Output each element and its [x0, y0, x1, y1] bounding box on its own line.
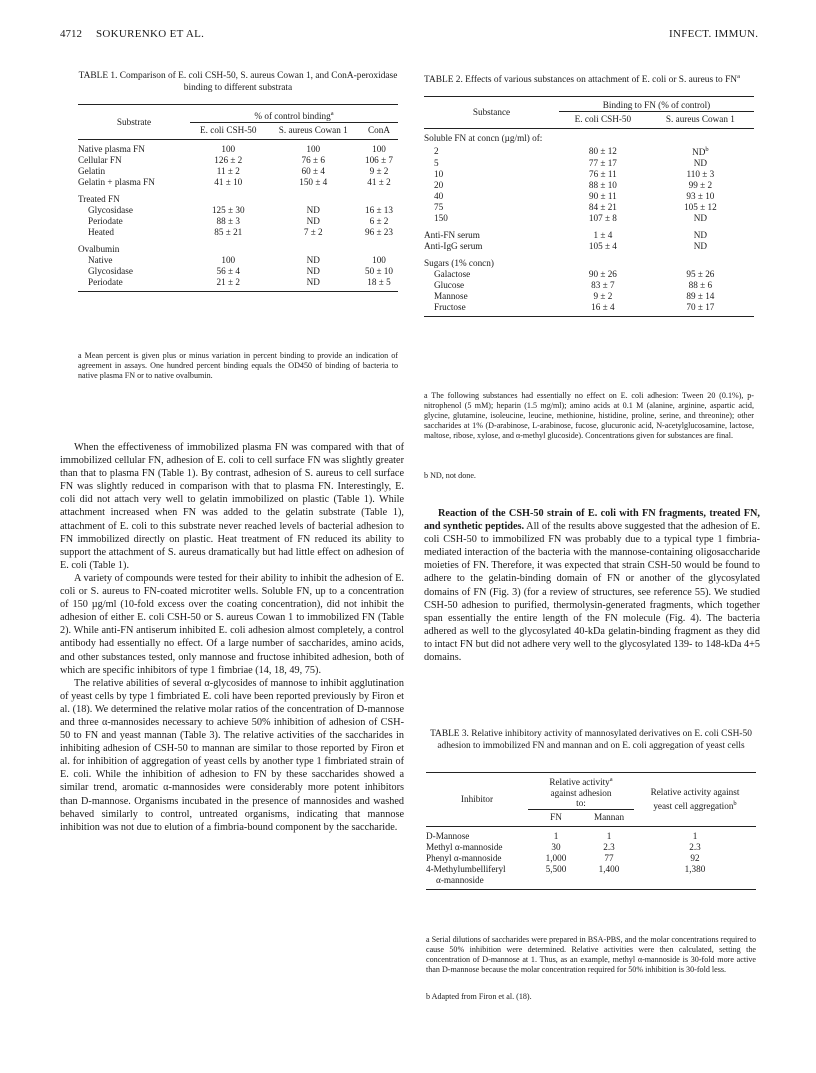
cell-b: 89 ± 14 — [686, 291, 715, 302]
cell-a: 11 ± 2 — [216, 166, 240, 177]
table-row — [424, 241, 754, 252]
row-label: Soluble FN at concn (µg/ml) of: — [424, 133, 543, 143]
table-row — [424, 180, 754, 191]
cell-a: 41 ± 10 — [214, 177, 243, 188]
table2 — [424, 96, 754, 317]
row-label: Treated FN — [78, 194, 120, 205]
row-label: 10 — [434, 169, 444, 180]
cell-a: 100 — [221, 255, 236, 266]
cell-a: 90 ± 11 — [589, 191, 617, 202]
table-row — [78, 140, 398, 156]
cell-b: ND — [306, 205, 320, 216]
cell-b: 60 ± 4 — [301, 166, 325, 177]
table-row — [424, 144, 754, 158]
table-row — [78, 216, 398, 227]
left-column-text — [60, 441, 404, 834]
row-label: Sugars (1% concn) — [424, 258, 494, 269]
row-label: Periodate — [88, 277, 123, 288]
cell-b: ND — [306, 216, 320, 227]
row-label: Anti-FN serum — [424, 230, 480, 241]
table2-col-a: E. coli CSH-50 — [574, 114, 632, 124]
row-label: Anti-IgG serum — [424, 241, 483, 252]
table-row — [78, 205, 398, 216]
cell-fn: 1,000 — [545, 852, 567, 863]
table-row — [424, 280, 754, 291]
page-number: 4712 — [60, 28, 82, 40]
cell-b — [267, 244, 360, 255]
row-label: Phenyl α-mannoside — [426, 852, 502, 863]
cell-a: 126 ± 2 — [214, 155, 243, 166]
row-label: Periodate — [88, 216, 123, 227]
table-row — [78, 227, 398, 238]
table-row — [78, 277, 398, 292]
row-label: Gelatin + plasma FN — [78, 177, 155, 188]
cell-a — [190, 244, 267, 255]
table3-footnote-a: a Serial dilutions of saccharides were prepared in BSA-PBS, and the molar concentrations required to cause 50% inhibition were determined. Relative activities were then calculated, setting the concentration of D-mannose at 1. Thus, as an example, methyl α-mannoside is 30-fold more active than D-mannose because the molar concentration required for 50% inhibition is 30-fold less. — [426, 935, 756, 974]
cell-fn: 30 — [551, 841, 561, 852]
row-label: 40 — [434, 191, 444, 202]
cell-b: ND — [306, 266, 320, 277]
table2-col-substance: Substance — [472, 107, 511, 117]
cell-mannan: 77 — [604, 852, 614, 863]
cell-b: 99 ± 2 — [688, 180, 713, 191]
right-paragraph-1: Reaction of the CSH-50 strain of E. coli with FN fragments, treated FN, and synthetic peptides. All of the results above suggested that the adhesion of E. coli CSH-50 to immobilized FN was probably due to a typical type 1 fimbria-mediated interaction of the bacteria with the mannose-containing oligosaccharide moieties of FN. Therefore, it was expected that strain CSH-50 would be found to adhere to the gelatin-binding domain of FN or another of the glycosylated domains of FN (Fig. 3) (for a review of structures, see reference 55). We studied CSH-50 adhesion to purified, thermolysin-generated fragments, which together span essentially the entire length of the FN molecule (Fig. 4). The bacteria adhered as well to the glycosylated 40-kDa gelatin-binding fragment as they did to intact FN but did not adhere very well to the glycosylated 139- to 148-kDa 4+5 domains. — [424, 508, 761, 664]
table3-col-mannan: Mannan — [593, 811, 625, 822]
cell-b — [267, 194, 360, 205]
cell-a: 56 ± 4 — [216, 266, 240, 277]
table3 — [426, 772, 756, 890]
table1-title: TABLE 1. Comparison of E. coli CSH-50, S. aureus Cowan 1, and ConA-peroxidase binding to different substrata — [78, 71, 398, 93]
cell-b: 150 ± 4 — [299, 177, 328, 188]
right-column-text — [424, 507, 760, 664]
cell-mannan: 2.3 — [603, 841, 615, 852]
row-label: Glucose — [434, 280, 465, 291]
left-paragraph-2: A variety of compounds were tested for their ability to inhibit the adhesion of E. coli or S. aureus to FN-coated microtiter wells. Soluble FN, up to a concentration of 150 µg/ml (10-fold excess over the coating concentration), did not inhibit the adhesion of either E. coli CSH-50 or S. aureus Cowan 1 to immobilized FN (Table 2). While anti-FN antiserum inhibited E. coli adhesion almost completely, a control antibody had essentially no effect. Of a large number of saccharides, amino acids, and other substances tested, only mannose and fructose inhibited adhesion, both of which are specific inhibitors of type 1 fimbriae (14, 18, 49, 75). — [60, 572, 404, 676]
table1-col-substrate: Substrate — [116, 116, 152, 127]
table1-col-c: ConA — [368, 125, 390, 136]
cell-a: 84 ± 21 — [588, 202, 617, 213]
row-label: 75 — [434, 202, 444, 213]
cell-c: 100 — [372, 255, 386, 266]
cell-a: 9 ± 2 — [593, 291, 613, 302]
row-label: Methyl α-mannoside — [426, 841, 503, 852]
cell-yeast: 1 — [692, 830, 698, 841]
cell-b: 110 ± 3 — [686, 169, 715, 180]
table-row — [78, 255, 398, 266]
table1 — [78, 104, 398, 292]
cell-a: 107 ± 8 — [588, 213, 617, 224]
cell-b: 7 ± 2 — [303, 227, 323, 238]
cell-c: 100 — [372, 144, 386, 155]
cell-a: 125 ± 30 — [211, 205, 245, 216]
left-paragraph-3: The relative abilities of several α-glycosides of mannose to inhibit agglutination of yeast cells by type 1 fimbriated E. coli have been reported previously by Firon et al. (18). We determined the relative molar ratios of the concentration of D-mannose and three α-mannosides necessary to achieve 50% inhibition of adhesion of CSH-50 to FN and yeast mannan (Table 3). The relative activities of the saccharides in inhibiting adhesion of CSH-50 to mannan are similar to those reported by Firon et al. for inhibition of aggregation of yeast cells by another type 1 fimbriated strain of E. coli. While the inhibition of adhesion to FN by these saccharides showed a similar trend, aromatic α-mannosides were considerably more potent inhibitors than D-mannose. Organisms incubated in the presence of mannosides and washed behaved similarly to control, untreated organisms, indicating that mannose inhibition was not due to elution of a fimbria-bound component by the saccharide. — [60, 677, 404, 833]
table-row — [424, 258, 754, 269]
table-row — [424, 230, 754, 241]
cell-b: ND — [306, 277, 320, 288]
cell-a: 21 ± 2 — [216, 277, 240, 288]
row-label: 20 — [434, 180, 444, 191]
table-row — [424, 269, 754, 280]
row-label: Ovalbumin — [78, 244, 120, 255]
running-authors: SOKURENKO ET AL. — [96, 28, 205, 40]
table3-title: TABLE 3. Relative inhibitory activity of mannosylated derivatives on E. coli CSH-50 adhesion to immobilized FN and mannan and on E. coli aggregation of yeast cells — [430, 729, 752, 751]
row-label: Native plasma FN — [78, 144, 145, 155]
cell-c: 41 ± 2 — [367, 177, 391, 188]
row-label: 5 — [434, 158, 439, 169]
table-row — [78, 166, 398, 177]
table-row — [78, 266, 398, 277]
cell-b: 100 — [306, 144, 321, 155]
cell-b: ND — [306, 255, 320, 266]
table-row — [426, 864, 756, 890]
cell-b: 88 ± 6 — [688, 280, 713, 291]
cell-c: 16 ± 13 — [364, 205, 393, 216]
cell-b: ND — [693, 213, 708, 224]
cell-b — [647, 258, 754, 269]
table-row — [78, 155, 398, 166]
table-row — [78, 244, 398, 255]
cell-c: 50 ± 10 — [364, 266, 393, 277]
table2-footnote-b: b ND, not done. — [424, 471, 476, 480]
table-row — [424, 129, 754, 145]
cell-a: 85 ± 21 — [214, 227, 243, 238]
cell-b: 95 ± 26 — [686, 269, 715, 280]
cell-a: 90 ± 26 — [588, 269, 617, 280]
cell-a: 105 ± 4 — [588, 241, 617, 252]
cell-b: 105 ± 12 — [684, 202, 717, 213]
table1-col-group: % of control binding$^a$ — [190, 105, 398, 123]
cell-c — [360, 244, 398, 255]
cell-a — [559, 129, 647, 145]
table-row — [424, 302, 754, 317]
cell-a — [190, 194, 267, 205]
row-label: D-Mannose — [426, 830, 470, 841]
row-label: 4-Methylumbelliferyl α-mannoside — [426, 863, 506, 885]
cell-a: 88 ± 10 — [588, 180, 617, 191]
table-row — [424, 169, 754, 180]
table3-col-fn: FN — [550, 811, 562, 822]
cell-a: 88 ± 3 — [216, 216, 240, 227]
cell-yeast: 1,380 — [684, 863, 706, 874]
cell-a: 76 ± 11 — [589, 169, 617, 180]
row-label: Heated — [88, 227, 115, 238]
row-label: Native — [88, 255, 113, 266]
cell-a: 83 ± 7 — [591, 280, 615, 291]
table-row — [424, 213, 754, 224]
table-row — [424, 191, 754, 202]
cell-a: 16 ± 4 — [591, 302, 615, 313]
row-label: Cellular FN — [78, 155, 122, 166]
row-label: 2 — [434, 145, 439, 156]
cell-b — [647, 129, 754, 145]
table3-col-group: Relative activity$^a$ against adhesion to: — [528, 773, 634, 810]
cell-c — [360, 194, 398, 205]
cell-fn: 1 — [553, 830, 559, 841]
cell-c: 106 ± 7 — [364, 155, 393, 166]
cell-b: $ND^b$ — [692, 146, 709, 158]
row-label: Mannose — [434, 291, 468, 302]
row-label: Fructose — [434, 302, 466, 313]
row-label: 150 — [434, 213, 448, 224]
table2-col-b: S. aureus Cowan 1 — [665, 114, 735, 124]
cell-yeast: 2.3 — [689, 841, 701, 852]
row-label: Galactose — [434, 269, 471, 280]
row-label: Gelatin — [78, 166, 106, 177]
table3-footnote-b: b Adapted from Firon et al. (18). — [426, 992, 532, 1001]
table1-col-a: E. coli CSH-50 — [200, 125, 257, 136]
table2-footnote-a: a The following substances had essentially no effect on E. coli adhesion: Tween 20 (0.1%), p-nitrophenol (5 mM); heparin (1.5 mg/ml); amino acids at 0.1 M (alanine, arginine, aspartic acid, glycine, glutamine, isoleucine, leucine, methionine, histidine, proline, serine, and threonine); other saccharides at 1% (D-arabinose, L-arabinose, fucose, glucuronic acid, N-acetylglucosamine, lactose, maltose, ribose, xylose, and α-methyl glucoside). Concentrations given for substances are final. — [424, 391, 754, 440]
row-label: Glycosidase — [88, 266, 133, 277]
table-row — [78, 194, 398, 205]
table1-footnote: a Mean percent is given plus or minus variation in percent binding to provide an indication of agreement in assays. One hundred percent binding equals the OD450 of binding of bacteria to native plasma FN or to native ovalbumin. — [78, 351, 398, 380]
row-label: Glycosidase — [88, 205, 133, 216]
cell-fn: 5,500 — [545, 863, 567, 874]
running-journal: INFECT. IMMUN. — [669, 28, 759, 40]
cell-b: ND — [693, 158, 708, 169]
table-row — [78, 177, 398, 188]
cell-b: 70 ± 17 — [686, 302, 715, 313]
cell-b: 76 ± 6 — [301, 155, 325, 166]
left-paragraph-1: When the effectiveness of immobilized plasma FN was compared with that of immobilized cellular FN, adhesion of E. coli to cell surface FN was slightly greater than that to plasma FN (Table 1). By contrast, adhesion of S. aureus to cell surface FN was slightly reduced in comparison with that to plasma FN. Interestingly, E. coli did not attach very well to gelatin immobilized on plastic (Table 1). While attachment increased when FN was added to the gelatin substrate (Table 1), attachment of E. coli to this substrate never reached levels of bacterial adhesion to FN immobilized directly on plastic. Heat treatment of FN reduced its ability to support the attachment of S. aureus dramatically but had little effect on adhesion of E. coli (Table 1). — [60, 442, 404, 571]
table-row — [426, 826, 756, 842]
table2-col-group: Binding to FN (% of control) — [559, 97, 754, 112]
cell-a: 1 ± 4 — [593, 230, 613, 241]
cell-a: 100 — [221, 144, 236, 155]
cell-c: 9 ± 2 — [369, 166, 389, 177]
table1-col-b: S. aureus Cowan 1 — [278, 125, 348, 136]
table3-col-inhibitor: Inhibitor — [460, 793, 494, 804]
table-row — [426, 853, 756, 864]
cell-b: 93 ± 10 — [686, 191, 715, 202]
cell-b: ND — [693, 230, 708, 241]
cell-mannan: 1 — [606, 830, 612, 841]
cell-b: ND — [693, 241, 708, 252]
table-row — [426, 842, 756, 853]
table2-title: TABLE 2. Effects of various substances on attachment of E. coli or S. aureus to $FN^a$ — [424, 73, 740, 86]
cell-c: 18 ± 5 — [367, 277, 391, 288]
cell-mannan: 1,400 — [598, 863, 620, 874]
table-row — [424, 291, 754, 302]
cell-a: 80 ± 12 — [588, 145, 617, 156]
cell-yeast: 92 — [690, 852, 700, 863]
cell-c: 6 ± 2 — [369, 216, 389, 227]
cell-c: 96 ± 23 — [364, 227, 393, 238]
table-row — [424, 158, 754, 169]
table3-col-yeast: Relative activity against yeast cell aggregation$^b$ — [650, 786, 740, 811]
cell-a — [559, 258, 647, 269]
table-row — [424, 202, 754, 213]
cell-a: 77 ± 17 — [588, 158, 617, 169]
section-heading: Reaction of the CSH-50 strain of E. coli with FN fragments, treated FN, and synthetic peptides. — [424, 508, 760, 533]
